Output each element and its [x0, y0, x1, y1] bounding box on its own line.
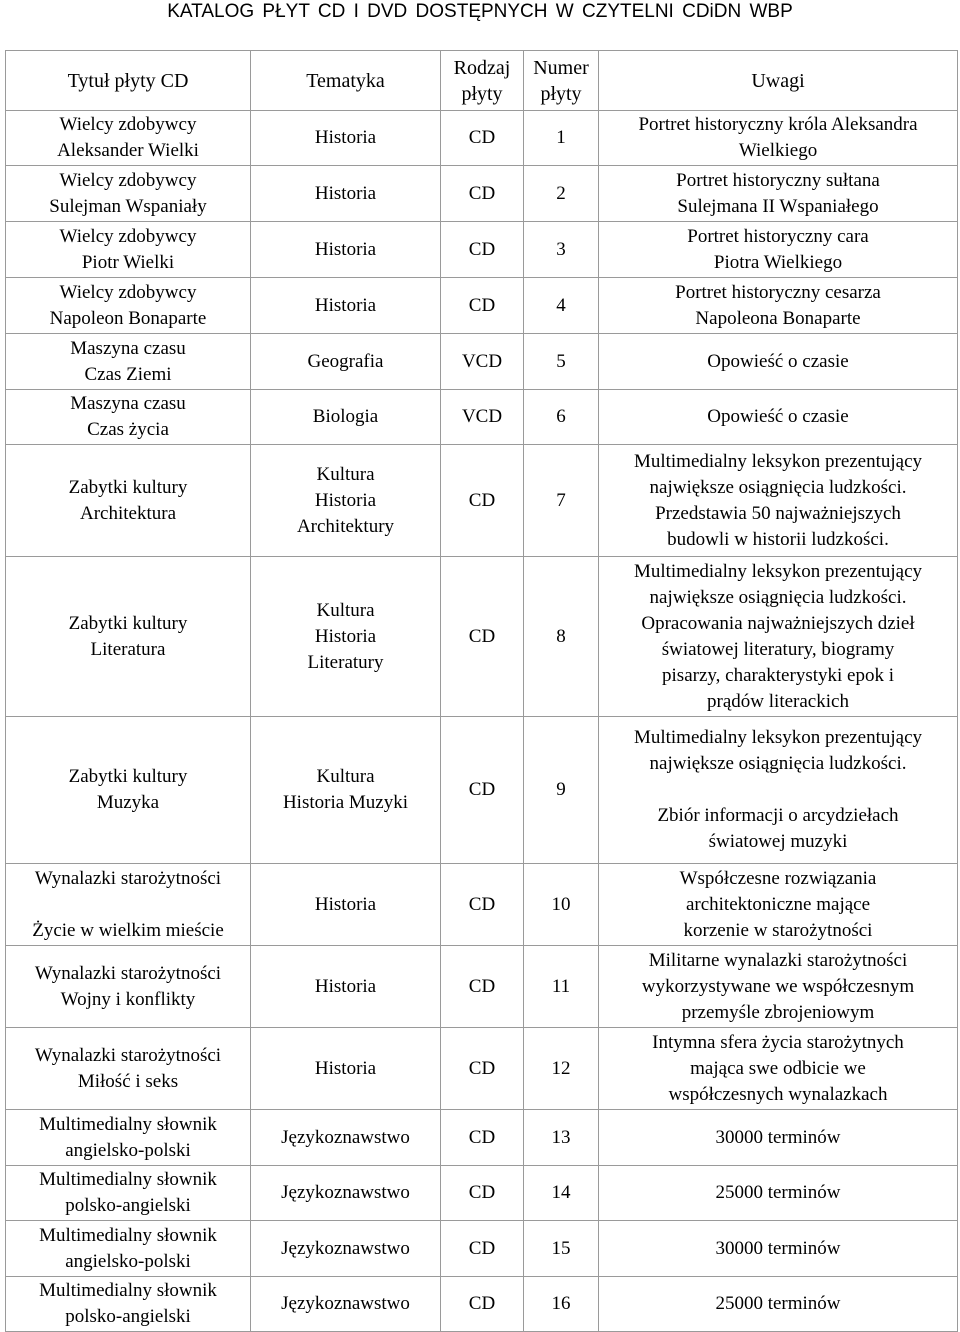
cell-title [6, 1110, 251, 1166]
cell-number: 12 [524, 1028, 599, 1110]
cell-notes-line: Multimedialny leksykon prezentujący [633, 727, 923, 748]
cell-notes-line [599, 777, 957, 803]
cell-number: 7 [524, 445, 599, 557]
header-type [441, 51, 524, 111]
table-row [6, 864, 958, 946]
cell-title-line: Wielcy zdobywcy [59, 225, 197, 247]
cell-title-line: Maszyna czasu [70, 393, 186, 414]
cell-number: 4 [524, 278, 599, 334]
cell-topic-line: Biologia [312, 406, 379, 427]
cell-type: VCD [441, 390, 524, 445]
cell-notes-line: Portret historyczny cesarza [675, 281, 881, 303]
cell-notes [599, 1166, 958, 1221]
cell-title-line: Zabytki kultury [68, 476, 188, 498]
cell-notes-line: największe osiągnięcia ludzkości. [649, 476, 907, 498]
cell-title-line: Wynalazki starożytności [34, 867, 222, 889]
cell-topic [251, 557, 441, 717]
catalog-table [5, 50, 958, 1332]
cell-notes-line: Intymna sfera życia starożytnych [652, 1031, 904, 1053]
cell-notes [599, 222, 958, 278]
cell-topic-line: Historia [314, 238, 377, 260]
cell-topic [251, 278, 441, 334]
cell-notes-line: największe osiągnięcia ludzkości. [649, 753, 907, 774]
cell-title-line: Muzyka [96, 792, 160, 813]
cell-number: 2 [524, 166, 599, 222]
cell-topic-line: Historia [314, 182, 377, 204]
cell-topic [251, 1110, 441, 1166]
cell-title-line: Miłość i seks [77, 1070, 179, 1092]
cell-number: 10 [524, 864, 599, 946]
cell-notes-line: 30000 terminów [715, 1237, 841, 1259]
cell-topic [251, 166, 441, 222]
table-row [6, 557, 958, 717]
cell-title [6, 111, 251, 166]
cell-notes-line: Wielkiego [738, 140, 818, 161]
cell-topic-line: Architektury [296, 515, 395, 537]
cell-notes-line: Opowieść o czasie [707, 350, 849, 372]
header-type-line: płyty [461, 82, 503, 105]
cell-notes-line: Opracowania najważniejszych dzieł [641, 612, 915, 634]
cell-topic [251, 390, 441, 445]
cell-number: 5 [524, 334, 599, 390]
cell-type: CD [441, 1277, 524, 1332]
cell-title-line: Wojny i konflikty [60, 988, 196, 1010]
table-row [6, 278, 958, 334]
table-row [6, 1166, 958, 1221]
cell-title [6, 717, 251, 864]
header-type-line: Rodzaj [453, 56, 511, 79]
cell-title-line: Maszyna czasu [70, 337, 186, 359]
cell-notes [599, 390, 958, 445]
cell-title-line [6, 892, 250, 918]
cell-title-line: Multimedialny słownik [39, 1280, 217, 1301]
cell-title [6, 334, 251, 390]
cell-title-line: Multimedialny słownik [39, 1224, 217, 1246]
cell-notes [599, 1110, 958, 1166]
cell-topic [251, 1166, 441, 1221]
cell-title-line: Wielcy zdobywcy [59, 114, 197, 135]
cell-topic [251, 445, 441, 557]
cell-title-line: Czas życia [87, 419, 169, 440]
cell-topic-line: Językoznawstwo [281, 1126, 410, 1148]
cell-notes [599, 334, 958, 390]
cell-type: CD [441, 1110, 524, 1166]
cell-title-line: Wielcy zdobywcy [59, 169, 197, 191]
cell-number: 14 [524, 1166, 599, 1221]
cell-notes-line: Piotra Wielkiego [713, 251, 843, 273]
cell-notes-line: Portret historyczny sułtana [676, 169, 880, 191]
table-row [6, 222, 958, 278]
cell-title [6, 864, 251, 946]
cell-type: CD [441, 445, 524, 557]
table-row [6, 166, 958, 222]
cell-title-line: Wielcy zdobywcy [59, 281, 197, 303]
cell-number: 16 [524, 1277, 599, 1332]
cell-topic-line: Literatury [307, 651, 384, 673]
cell-notes-line: światowej literatury, biogramy [661, 638, 895, 660]
cell-notes [599, 1028, 958, 1110]
header-title: Tytuł płyty CD [6, 51, 251, 111]
cell-notes-line: budowli w historii ludzkości. [667, 528, 889, 550]
cell-type: CD [441, 222, 524, 278]
cell-topic-line: Historia [314, 489, 377, 511]
cell-notes-line: korzenie w starożytności [683, 919, 873, 941]
cell-topic-line: Kultura [316, 463, 375, 485]
cell-type: CD [441, 557, 524, 717]
cell-topic-line: Geografia [307, 350, 384, 372]
table-row [6, 946, 958, 1028]
cell-topic [251, 1221, 441, 1277]
cell-notes-line: Portret historyczny króla Aleksandra [638, 114, 918, 135]
cell-title-line: Wynalazki starożytności [34, 1044, 222, 1066]
cell-notes [599, 278, 958, 334]
cell-notes-line: Portret historyczny cara [687, 225, 869, 247]
cell-title [6, 557, 251, 717]
cell-title-line: Multimedialny słownik [39, 1113, 217, 1135]
cell-notes-line: Napoleona Bonaparte [695, 307, 861, 329]
cell-title [6, 278, 251, 334]
cell-title [6, 222, 251, 278]
cell-notes-line: Militarne wynalazki starożytności [648, 949, 908, 971]
cell-number: 3 [524, 222, 599, 278]
header-topic: Tematyka [251, 51, 441, 111]
cell-title [6, 445, 251, 557]
cell-notes [599, 1277, 958, 1332]
cell-number: 15 [524, 1221, 599, 1277]
table-row [6, 1221, 958, 1277]
cell-topic-line: Kultura [316, 766, 375, 787]
table-row [6, 1028, 958, 1110]
table-row [6, 717, 958, 864]
cell-number: 11 [524, 946, 599, 1028]
cell-type: CD [441, 278, 524, 334]
cell-number: 6 [524, 390, 599, 445]
cell-notes-line: Zbiór informacji o arcydziełach [657, 805, 899, 826]
cell-notes [599, 166, 958, 222]
cell-notes-line: Współczesne rozwiązania [679, 867, 877, 889]
cell-topic [251, 1028, 441, 1110]
cell-title-line: Multimedialny słownik [39, 1169, 217, 1190]
cell-notes [599, 864, 958, 946]
header-row [6, 51, 958, 111]
cell-topic-line: Historia Muzyki [282, 792, 409, 813]
cell-notes [599, 1221, 958, 1277]
cell-title-line: polsko-angielski [65, 1195, 191, 1216]
cell-title [6, 166, 251, 222]
cell-number: 9 [524, 717, 599, 864]
cell-type: VCD [441, 334, 524, 390]
cell-topic-line: Historia [314, 625, 377, 647]
cell-notes-line: architektoniczne mające [685, 893, 871, 915]
cell-title-line: Sulejman Wspaniały [49, 195, 207, 217]
cell-notes-line: przemyśle zbrojeniowym [681, 1001, 875, 1023]
cell-title-line: Architektura [79, 502, 176, 524]
cell-number: 13 [524, 1110, 599, 1166]
cell-topic [251, 111, 441, 166]
cell-topic-line: Historia [314, 294, 377, 316]
cell-notes-line: 30000 terminów [715, 1126, 841, 1148]
cell-title-line: Aleksander Wielki [57, 140, 199, 161]
cell-title-line: Wynalazki starożytności [34, 962, 222, 984]
cell-title [6, 1277, 251, 1332]
cell-topic-line: Kultura [316, 599, 375, 621]
cell-notes-line: światowej muzyki [708, 831, 848, 852]
cell-topic-line: Historia [314, 893, 377, 915]
cell-notes-line: wykorzystywane we współczesnym [641, 975, 915, 997]
cell-title-line: angielsko-polski [65, 1250, 191, 1272]
cell-title-line: polsko-angielski [65, 1306, 191, 1327]
cell-title-line: Literatura [90, 638, 166, 660]
page-title: KATALOG PŁYT CD I DVD DOSTĘPNYCH W CZYTELNI CDiDN WBP [167, 1, 793, 22]
cell-notes-line: współczesnych wynalazkach [668, 1083, 888, 1105]
catalog-body [6, 111, 958, 1332]
cell-number: 1 [524, 111, 599, 166]
cell-notes [599, 946, 958, 1028]
cell-topic-line: Historia [314, 1057, 377, 1079]
cell-topic [251, 222, 441, 278]
table-row [6, 1277, 958, 1332]
cell-type: CD [441, 864, 524, 946]
cell-notes-line: mająca swe odbicie we [690, 1057, 866, 1079]
cell-notes-line: Przedstawia 50 najważniejszych [655, 502, 901, 524]
cell-topic-line: Historia [314, 975, 377, 997]
cell-notes [599, 717, 958, 864]
cell-title-line: angielsko-polski [65, 1139, 191, 1161]
cell-title [6, 946, 251, 1028]
cell-title-line: Piotr Wielki [81, 251, 175, 273]
cell-notes [599, 111, 958, 166]
cell-notes-line: Opowieść o czasie [707, 406, 849, 427]
header-number-line: płyty [540, 82, 582, 105]
table-row [6, 111, 958, 166]
cell-title-line: Życie w wielkim mieście [32, 919, 224, 941]
cell-title-line: Zabytki kultury [68, 612, 188, 634]
cell-topic [251, 864, 441, 946]
cell-notes [599, 557, 958, 717]
cell-notes-line: pisarzy, charakterystyki epok i [662, 664, 894, 686]
cell-notes-line: Multimedialny leksykon prezentujący [633, 450, 923, 472]
header-number [524, 51, 599, 111]
cell-type: CD [441, 111, 524, 166]
cell-notes-line: największe osiągnięcia ludzkości. [649, 586, 907, 608]
cell-title-line: Napoleon Bonaparte [49, 307, 207, 329]
table-row [6, 1110, 958, 1166]
cell-type: CD [441, 946, 524, 1028]
cell-notes-line: 25000 terminów [715, 1182, 841, 1203]
cell-topic [251, 946, 441, 1028]
cell-type: CD [441, 1028, 524, 1110]
header-notes: Uwagi [599, 51, 958, 111]
cell-topic-line: Językoznawstwo [281, 1182, 410, 1203]
cell-notes [599, 445, 958, 557]
cell-type: CD [441, 1221, 524, 1277]
cell-title [6, 1028, 251, 1110]
cell-topic-line: Językoznawstwo [281, 1237, 410, 1259]
cell-topic-line: Językoznawstwo [281, 1293, 410, 1314]
cell-title [6, 1166, 251, 1221]
cell-title [6, 390, 251, 445]
header-number-line: Numer [533, 56, 589, 79]
table-row [6, 390, 958, 445]
cell-type: CD [441, 717, 524, 864]
cell-topic [251, 717, 441, 864]
cell-title-line: Zabytki kultury [68, 766, 188, 787]
cell-topic [251, 1277, 441, 1332]
cell-type: CD [441, 166, 524, 222]
table-row [6, 445, 958, 557]
cell-notes-line: Sulejmana II Wspaniałego [677, 195, 879, 217]
cell-number: 8 [524, 557, 599, 717]
cell-topic [251, 334, 441, 390]
cell-notes-line: 25000 terminów [715, 1293, 841, 1314]
cell-type: CD [441, 1166, 524, 1221]
cell-notes-line: prądów literackich [707, 690, 849, 712]
cell-title-line: Czas Ziemi [84, 363, 172, 385]
table-row [6, 334, 958, 390]
cell-topic-line: Historia [314, 127, 377, 148]
cell-notes-line: Multimedialny leksykon prezentujący [633, 560, 923, 582]
cell-title [6, 1221, 251, 1277]
